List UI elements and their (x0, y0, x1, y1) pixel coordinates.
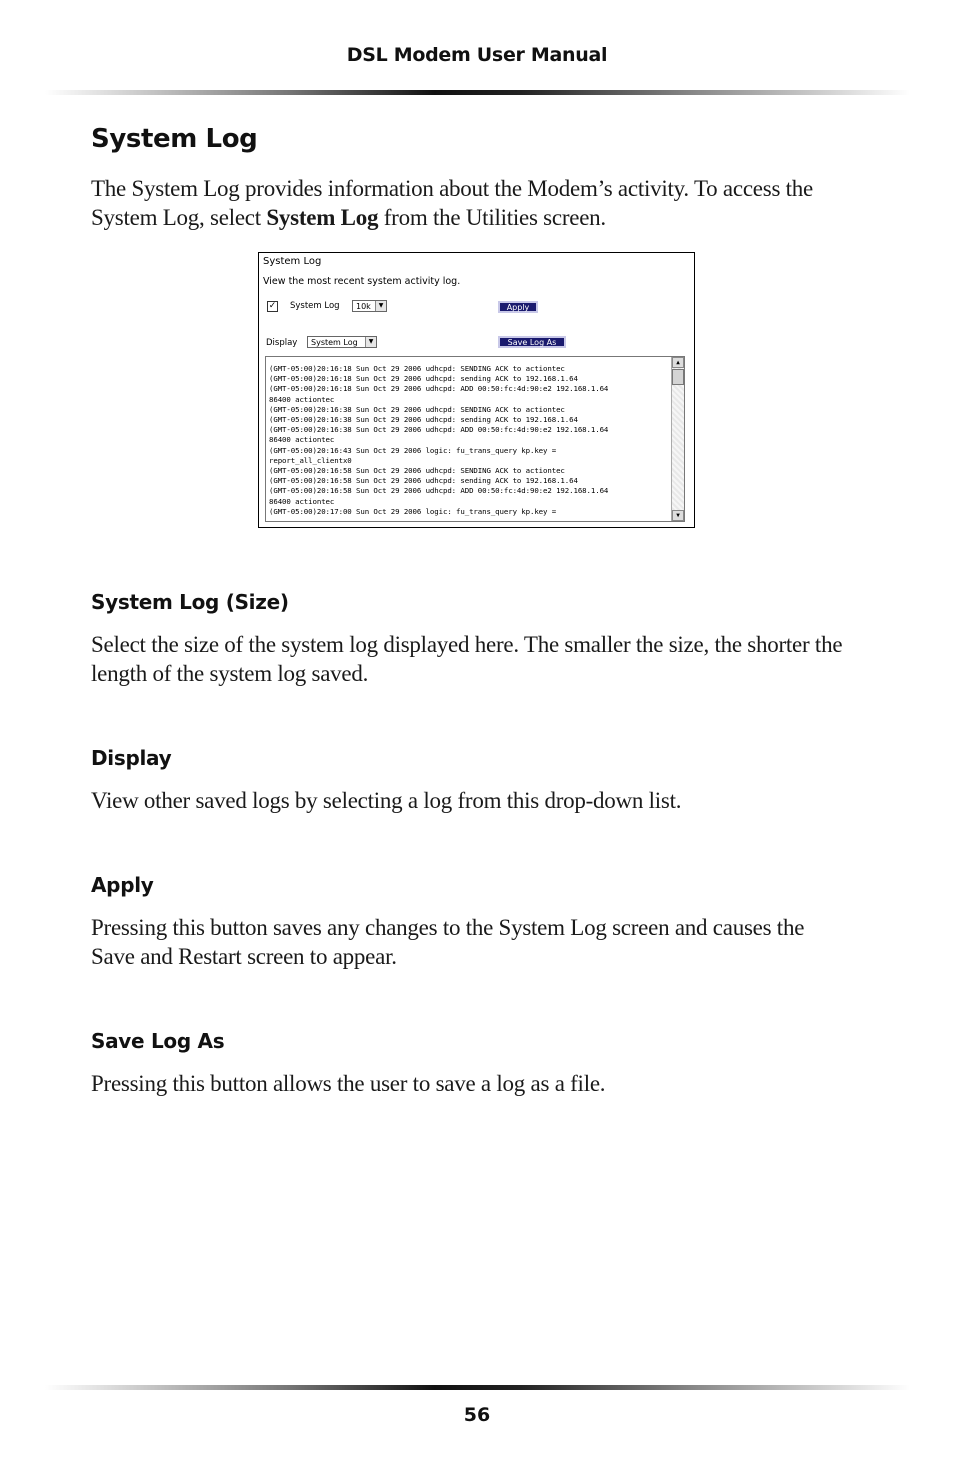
scroll-up-icon[interactable]: ▲ (672, 357, 684, 368)
log-size-select[interactable] (352, 300, 387, 312)
subsection-title-display: Display (91, 746, 172, 770)
chevron-down-icon: ▼ (375, 301, 386, 311)
log-line: (GMT-05:00)20:16:58 Sun Oct 29 2006 udhcpd: sending ACK to 192.168.1.64 (269, 476, 578, 486)
display-value: System Log (311, 338, 358, 347)
footer-rule (45, 1385, 910, 1390)
log-line: (GMT-05:00)20:16:38 Sun Oct 29 2006 udhcpd: ADD 00:50:fc:4d:90:e2 192.168.1.64 (269, 425, 609, 435)
header-rule (45, 90, 910, 95)
subsection-body-apply: Pressing this button saves any changes to the System Log screen and causes the Save and Restart screen to appear. (91, 915, 805, 969)
apply-button[interactable]: Apply (498, 301, 538, 313)
screenshot-title: System Log (263, 256, 322, 267)
log-line: (GMT-05:00)20:17:00 Sun Oct 29 2006 logic: fu_trans_query kp.key = (269, 506, 557, 516)
log-line: report_all_clientx0 (269, 455, 352, 465)
subsection-body-size: Select the size of the system log displayed here. The smaller the size, the shorter the length of the system log saved. (91, 632, 843, 686)
intro-text-start: The System Log provides information about the Modem’s activity. To access the System Log, select (91, 176, 814, 230)
log-line: (GMT-05:00)20:16:58 Sun Oct 29 2006 udhcpd: SENDING ACK to actiontec (269, 466, 565, 476)
page-number: 56 (463, 1404, 491, 1426)
running-header: DSL Modem User Manual (346, 44, 608, 66)
log-line: (GMT-05:00)20:16:38 Sun Oct 29 2006 udhcpd: sending ACK to 192.168.1.64 (269, 415, 578, 425)
section-title: System Log (91, 124, 258, 154)
chevron-down-icon: ▼ (365, 337, 376, 347)
subsection-body-save-log-as: Pressing this button allows the user to save a log as a file. (91, 1071, 606, 1096)
log-lines (269, 364, 669, 517)
log-line: (GMT-05:00)20:16:38 Sun Oct 29 2006 udhcpd: SENDING ACK to actiontec (269, 404, 565, 414)
display-label: Display (266, 338, 298, 348)
log-line: (GMT-05:00)20:16:18 Sun Oct 29 2006 udhcpd: sending ACK to 192.168.1.64 (269, 374, 578, 384)
log-textarea[interactable] (265, 356, 685, 522)
system-log-label: System Log (290, 301, 340, 311)
screenshot-description: View the most recent system activity log. (263, 276, 461, 287)
log-size-value: 10k (356, 302, 371, 311)
subsection-title-size: System Log (Size) (91, 590, 289, 614)
log-line: (GMT-05:00)20:16:18 Sun Oct 29 2006 udhcpd: ADD 00:50:fc:4d:90:e2 192.168.1.64 (269, 384, 609, 394)
log-line: (GMT-05:00)20:16:18 Sun Oct 29 2006 udhcpd: SENDING ACK to actiontec (269, 364, 565, 373)
system-log-checkbox[interactable]: ✓ (268, 301, 277, 311)
log-line: (GMT-05:00)20:16:58 Sun Oct 29 2006 udhcpd: ADD 00:50:fc:4d:90:e2 192.168.1.64 (269, 486, 609, 496)
system-log-screenshot (258, 252, 695, 528)
subsection-title-apply: Apply (91, 873, 154, 897)
log-scrollbar[interactable] (671, 357, 684, 521)
scroll-thumb[interactable] (672, 369, 684, 385)
intro-text-end: from the Utilities screen. (378, 205, 606, 230)
subsection-title-save-log-as: Save Log As (91, 1029, 225, 1053)
scroll-down-icon[interactable]: ▼ (672, 510, 684, 521)
log-line: (GMT-05:00)20:16:43 Sun Oct 29 2006 logic: fu_trans_query kp.key = (269, 445, 557, 455)
display-select[interactable] (307, 336, 377, 348)
log-line: 86400 actiontec (269, 394, 335, 404)
section-intro (91, 174, 871, 232)
intro-bold-term: System Log (266, 205, 379, 230)
log-line: 86400 actiontec (269, 496, 335, 506)
log-line: 86400 actiontec (269, 435, 335, 445)
subsection-body-display: View other saved logs by selecting a log from this drop-down list. (91, 788, 682, 813)
save-log-as-button[interactable]: Save Log As (498, 336, 566, 348)
